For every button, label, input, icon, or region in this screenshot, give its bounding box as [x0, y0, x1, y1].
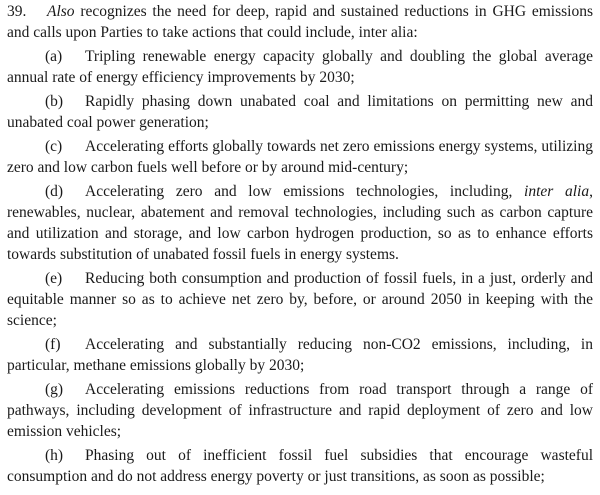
- subparagraph-c-text: Accelerating efforts globally towards net zero emissions energy systems, utilizing zero and low carbon fuels well before or by around mid-century;: [7, 138, 593, 176]
- subparagraph-d: [7, 181, 593, 265]
- subparagraph-c: [7, 136, 593, 178]
- subparagraph-g-label: (g): [45, 381, 64, 398]
- subparagraph-d-label: (d): [45, 183, 64, 200]
- subparagraph-g: [7, 379, 593, 442]
- subparagraph-a-text: Tripling renewable energy capacity globally and doubling the global average annual rate of energy efficiency improvements by 2030;: [7, 48, 593, 86]
- paragraph-39-italic-lead: Also: [47, 3, 75, 20]
- subparagraph-h: [7, 445, 593, 487]
- subparagraph-f-label: (f): [45, 336, 61, 353]
- paragraph-39: [7, 1, 593, 43]
- subparagraph-b-label: (b): [45, 93, 64, 110]
- paragraph-39-text: recognizes the need for deep, rapid and sustained reductions in GHG emissions and calls upon Parties to take actions that could include, inter alia:: [7, 3, 593, 41]
- subparagraph-d-text-before: Accelerating zero and low emissions technologies, including,: [85, 183, 525, 200]
- subparagraph-g-text: Accelerating emissions reductions from road transport through a range of pathways, including development of infrastructure and rapid deployment of zero and low emission vehicles;: [7, 381, 593, 440]
- subparagraph-f-text: Accelerating and substantially reducing non-CO2 emissions, including, in particular, methane emissions globally by 2030;: [7, 336, 593, 374]
- subparagraph-c-label: (c): [45, 138, 63, 155]
- subparagraph-e-text: Reducing both consumption and production of fossil fuels, in a just, orderly and equitable manner so as to achieve net zero by, before, or around 2050 in keeping with the science;: [7, 270, 593, 329]
- subparagraph-a: [7, 46, 593, 88]
- subparagraph-e-label: (e): [45, 270, 63, 287]
- paragraph-number: 39.: [7, 3, 27, 20]
- subparagraph-b: [7, 91, 593, 133]
- subparagraph-h-text: Phasing out of inefficient fossil fuel subsidies that encourage wasteful consumption and do not address energy poverty or just transitions, as soon as possible;: [7, 447, 593, 485]
- subparagraph-b-text: Rapidly phasing down unabated coal and limitations on permitting new and unabated coal power generation;: [7, 93, 593, 131]
- subparagraph-e: [7, 268, 593, 331]
- subparagraph-a-label: (a): [45, 48, 63, 65]
- subparagraph-d-italic: inter alia: [524, 183, 590, 200]
- subparagraph-d-text-after: , renewables, nuclear, abatement and removal technologies, including such as carbon capture and utilization and storage, and low carbon hydrogen production, so as to enhance efforts towards substitution of unabated fossil fuels in energy systems.: [7, 183, 593, 263]
- subparagraph-h-label: (h): [45, 447, 64, 464]
- subparagraph-f: [7, 334, 593, 376]
